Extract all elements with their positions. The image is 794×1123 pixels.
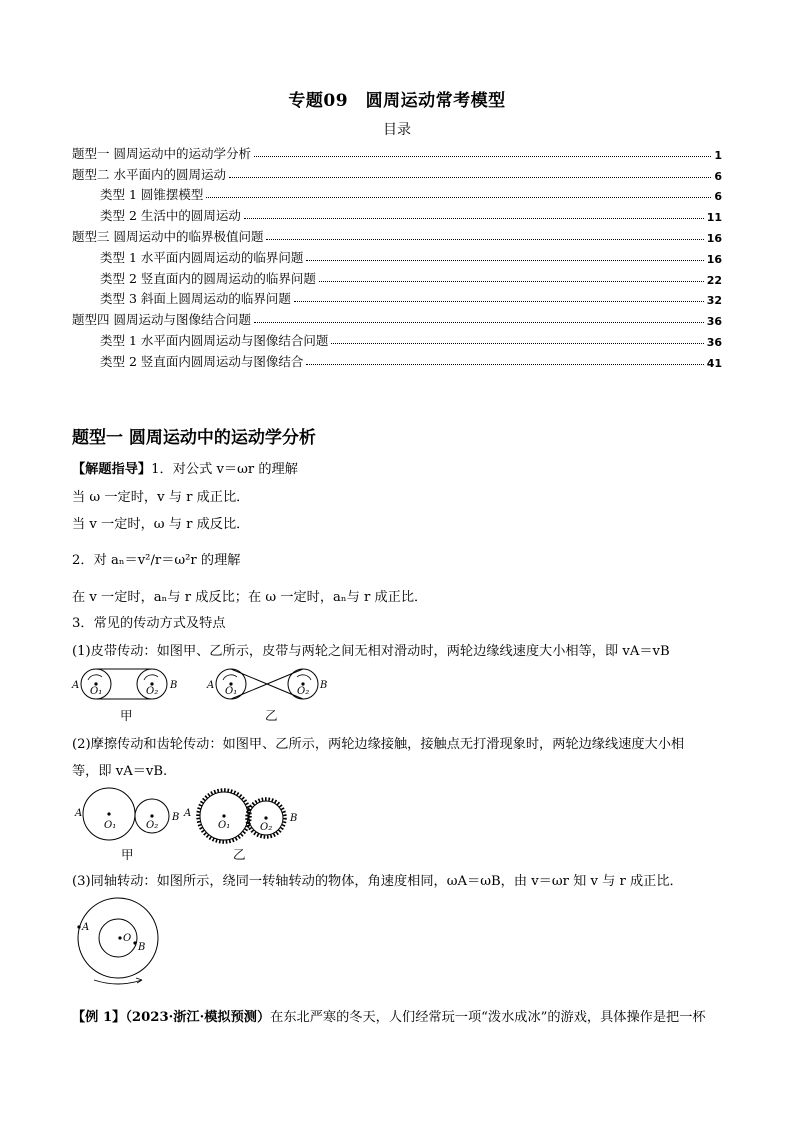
example-tag: 【例 1】: [72, 1010, 126, 1025]
axis-o: [118, 936, 121, 939]
belt-text: (1)皮带传动：如图甲、乙所示，皮带与两轮之间无相对滑动时，两轮边缘线速度大小相等，即 vA＝vB: [72, 644, 670, 659]
toc-entry[interactable]: 类型 1 水平面内圆周运动的临界问题 16: [100, 249, 722, 266]
toc-title: 目录: [383, 122, 411, 138]
friction-text-1: (2)摩擦传动和齿轮传动：如图甲、乙所示，两轮边缘接触，接触点无打滑现象时，两轮边缘线速度大小相: [72, 737, 685, 752]
friction-text-2: 等，即 vA＝vB.: [72, 764, 168, 779]
caption-jia-2: 甲: [121, 847, 134, 862]
guide-label: 【解题指导】: [72, 462, 152, 477]
guide-line-2-text: 在 v 一定时，aₙ与 r 成反比；在 ω 一定时，aₙ与 r 成正比．: [72, 590, 428, 605]
toc-entry[interactable]: 类型 2 生活中的圆周运动 11: [100, 208, 722, 225]
label-b: B: [320, 680, 328, 691]
label-o1: O₁: [225, 686, 238, 697]
toc-entry[interactable]: 类型 3 斜面上圆周运动的临界问题 32: [100, 291, 722, 308]
axis-o1: [222, 814, 225, 817]
label-b: B: [172, 812, 180, 823]
caption-jia: 甲: [120, 708, 133, 723]
gear-diagram-yi: [182, 786, 302, 846]
label-o2: O₂: [260, 822, 273, 833]
rotation-arrow-o2: [297, 675, 311, 680]
label-a: A: [72, 680, 80, 691]
label-b: B: [170, 680, 178, 691]
point-a: [77, 925, 80, 928]
axis-o2: [150, 814, 153, 817]
label-a: A: [82, 922, 90, 933]
toc-entry[interactable]: 类型 2 竖直面内的圆周运动的临界问题 22: [100, 270, 722, 287]
label-b: B: [138, 942, 146, 953]
guide-line-2: 2．对 aₙ＝v²/r＝ω²r 的理解: [72, 553, 241, 568]
label-a: A: [184, 808, 192, 819]
page-title: 专题09 圆周运动常考模型: [288, 91, 506, 111]
coaxial-text: (3)同轴转动：如图所示，绕同一转轴转动的物体，角速度相同，ωA＝ωB，由 v＝ωr 知 v 与 r 成正比．: [72, 874, 683, 889]
guide-line-v: 当 v 一定时，ω 与 r 成反比．: [72, 517, 250, 532]
label-o1: O₁: [104, 820, 117, 831]
example-1-line: 【例 1】（2023·浙江·模拟预测）在东北严寒的冬天，人们经常玩一项“泼水成冰”的游戏，具体操作是把一杯: [72, 1010, 706, 1025]
belt-diagram-yi: [205, 664, 330, 704]
guide-line-3: 3．常见的传动方式及特点: [72, 616, 226, 631]
label-o1: O₁: [90, 686, 103, 697]
toc-entry[interactable]: 类型 1 圆锥摆模型 6: [100, 187, 722, 204]
rotation-arrow-o1: [88, 675, 102, 680]
label-o2: O₂: [146, 686, 159, 697]
caption-yi-2: 乙: [233, 847, 246, 862]
section-heading: 题型一 圆周运动中的运动学分析: [72, 428, 316, 448]
toc-entry[interactable]: 题型四 圆周运动与图像结合问题 36: [72, 312, 722, 329]
inner-wheel: [99, 919, 137, 957]
axis-o1: [107, 812, 110, 815]
axis-o2: [264, 816, 267, 819]
label-a: A: [75, 808, 83, 819]
example-source: （2023·浙江·模拟预测）: [125, 1010, 271, 1025]
toc-entry[interactable]: 题型三 圆周运动中的临界极值问题 16: [72, 228, 722, 245]
rotation-arrow-o1: [223, 675, 237, 680]
table-of-contents: [72, 141, 722, 370]
toc-entry[interactable]: 题型一 圆周运动中的运动学分析 1: [72, 145, 722, 162]
label-o2: O₂: [146, 820, 159, 831]
caption-yi: 乙: [265, 708, 278, 723]
rotation-arrow-o2: [144, 675, 158, 680]
coaxial-diagram: [72, 896, 164, 988]
rotation-arrow: [94, 980, 142, 984]
label-o: O: [123, 933, 132, 944]
belt-diagram-jia: [70, 664, 185, 704]
toc-entry[interactable]: 类型 1 水平面内圆周运动与图像结合问题 36: [100, 332, 722, 349]
label-o1: O₁: [218, 820, 231, 831]
toc-entry[interactable]: 类型 2 竖直面内圆周运动与图像结合 41: [100, 353, 722, 370]
friction-diagram-jia: [72, 786, 187, 842]
label-b: B: [290, 813, 298, 824]
point-b: [133, 941, 136, 944]
guide-line-1: 【解题指导】1．对公式 v＝ωr 的理解: [72, 462, 298, 477]
toc-entry[interactable]: 题型二 水平面内的圆周运动 6: [72, 166, 722, 183]
outer-wheel: [78, 898, 158, 978]
guide-line-omega: 当 ω 一定时，v 与 r 成正比．: [72, 490, 250, 505]
label-a: A: [207, 680, 215, 691]
label-o2: O₂: [297, 686, 310, 697]
